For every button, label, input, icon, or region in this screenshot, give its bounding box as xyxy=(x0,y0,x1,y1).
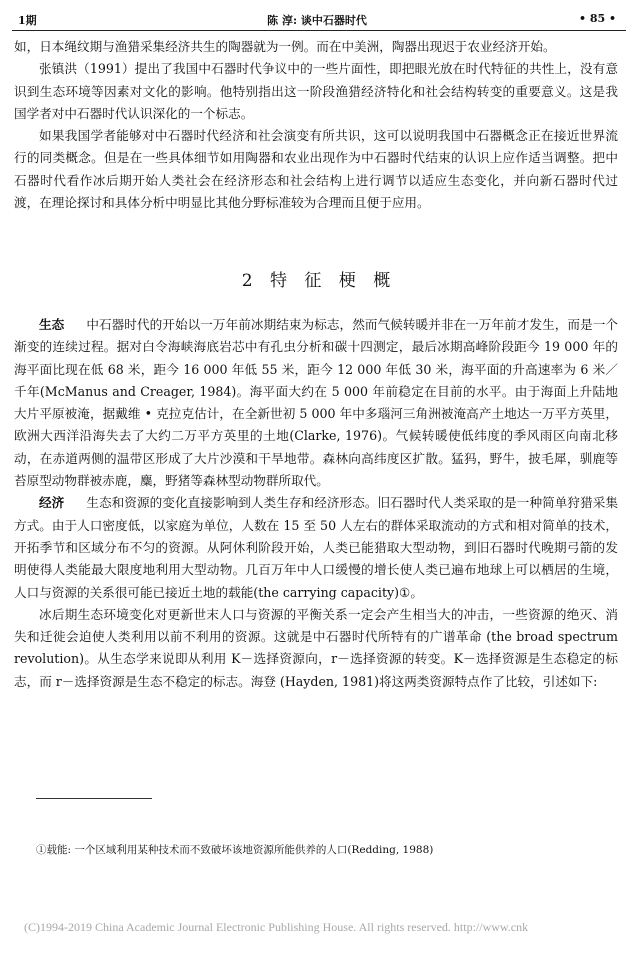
running-title: 陈 淳: 谈中石器时代 xyxy=(267,14,367,27)
footnote-rule xyxy=(36,798,152,799)
section-text xyxy=(14,314,618,693)
page-number: • 85 • xyxy=(578,12,616,25)
issue-label: 1期 xyxy=(18,14,37,27)
intro-text xyxy=(14,36,618,214)
economy-label: 经济 xyxy=(39,495,65,511)
page-header xyxy=(18,8,616,30)
header-rule xyxy=(12,30,626,31)
footnote: ①载能: 一个区域利用某种技术而不致破坏该地资源所能供养的人口(Redding, 1988) xyxy=(36,844,434,856)
intro-paragraph-continued: 如，日本绳纹期与渔猎采集经济共生的陶器就为一例。而在中美洲，陶器出现迟于农业经济开始。 xyxy=(14,39,556,54)
ecology-text: 中石器时代的开始以一万年前冰期结束为标志，然而气候转暖并非在一万年前才发生，而是一个渐变的连续过程。据对白令海峡海底岩芯中有孔虫分析和碳十四测定，最后冰期高峰阶段距今 19 000 年的海平面比现在低 68 米，距今 16 000 年低 55 米，距今 12 000 年低 30 米，海平面的升高速率为 6 米／千年(McManus and Creager, 1984)。海平面大约在 5 000 年前稳定在目前的水平。由于海面上升陆地大片平原被淹，据戴维 • 克拉克估计，在全新世初 5 000 年中多瑙河三角洲被淹高产土地达一万平方英里，欧洲大西洋沿海失去了大约二万平方英里的土地(Clarke, 1976)。气候转暖使低纬度的季风雨区向南北移动，在赤道两侧的温带区形成了大片沙漠和干旱地带。森林向高纬度区扩散。猛犸，野牛，披毛犀，驯鹿等苔原型动物群被赤鹿，麋，野猪等森林型动物群所取代。 xyxy=(14,317,619,489)
ecology-label: 生态 xyxy=(39,317,65,332)
ecology-paragraph xyxy=(14,314,618,492)
copyright-watermark: (C)1994-2019 China Academic Journal Electronic Publishing House. All rights reserved. http://www.cnk xyxy=(24,920,529,934)
intro-paragraph-zhang: 张镇洪（1991）提出了我国中石器时代争议中的一些片面性，即把眼光放在时代特征的共性上，没有意识到生态环境等因素对文化的影响。他特别指出这一阶段渔猎经济特化和社会结构转变的重要意义。这是我国学者对中石器时代认识深化的一个标志。 xyxy=(14,61,618,121)
postglacial-paragraph: 冰后期生态环境变化对更新世末人口与资源的平衡关系一定会产生相当大的冲击，一些资源的绝灭、消失和迁徙会迫使人类利用以前不利用的资源。这就是中石器时代所特有的广谱革命 (the broad spectrum revolution)。从生态学来说即从利用 K－选择资源向，r－选择资源的转变。K－选择资源是生态稳定的标志，而 r－选择资源是生态不稳定的标志。海登 (Hayden, 1981)将这两类资源特点作了比较，引述如下: xyxy=(14,606,618,689)
section-heading: 2 特 征 梗 概 xyxy=(241,271,397,291)
economy-paragraph xyxy=(14,492,618,603)
economy-text: 生态和资源的变化直接影响到人类生存和经济形态。旧石器时代人类采取的是一种简单狩猎采集方式。由于人口密度低，以家庭为单位，人数在 15 至 50 人左右的群体采取流动的方式和相对简单的技术，开拓季节和区域分布不匀的资源。从阿休利阶段开始，人类已能猎取大型动物，到旧石器时代晚期弓箭的发明使得人类能最大限度地利用大型动物。几百万年中人口缓慢的增长使人类已遍布地球上可以栖居的生境，人口与资源的关系很可能已接近土地的载能(the carrying capacity)①。 xyxy=(14,495,619,600)
intro-paragraph-consensus: 如果我国学者能够对中石器时代经济和社会演变有所共识，这可以说明我国中石器概念正在接近世界流行的同类概念。但是在一些具体细节如用陶器和农业出现作为中石器时代结束的认识上应作适当调整。把中石器时代看作冰后期开始人类社会在经济形态和社会结构上进行调节以适应生态变化，并向新石器时代过渡，在理论探讨和具体分析中明显比其他分野标准较为合理而且便于应用。 xyxy=(14,128,618,211)
